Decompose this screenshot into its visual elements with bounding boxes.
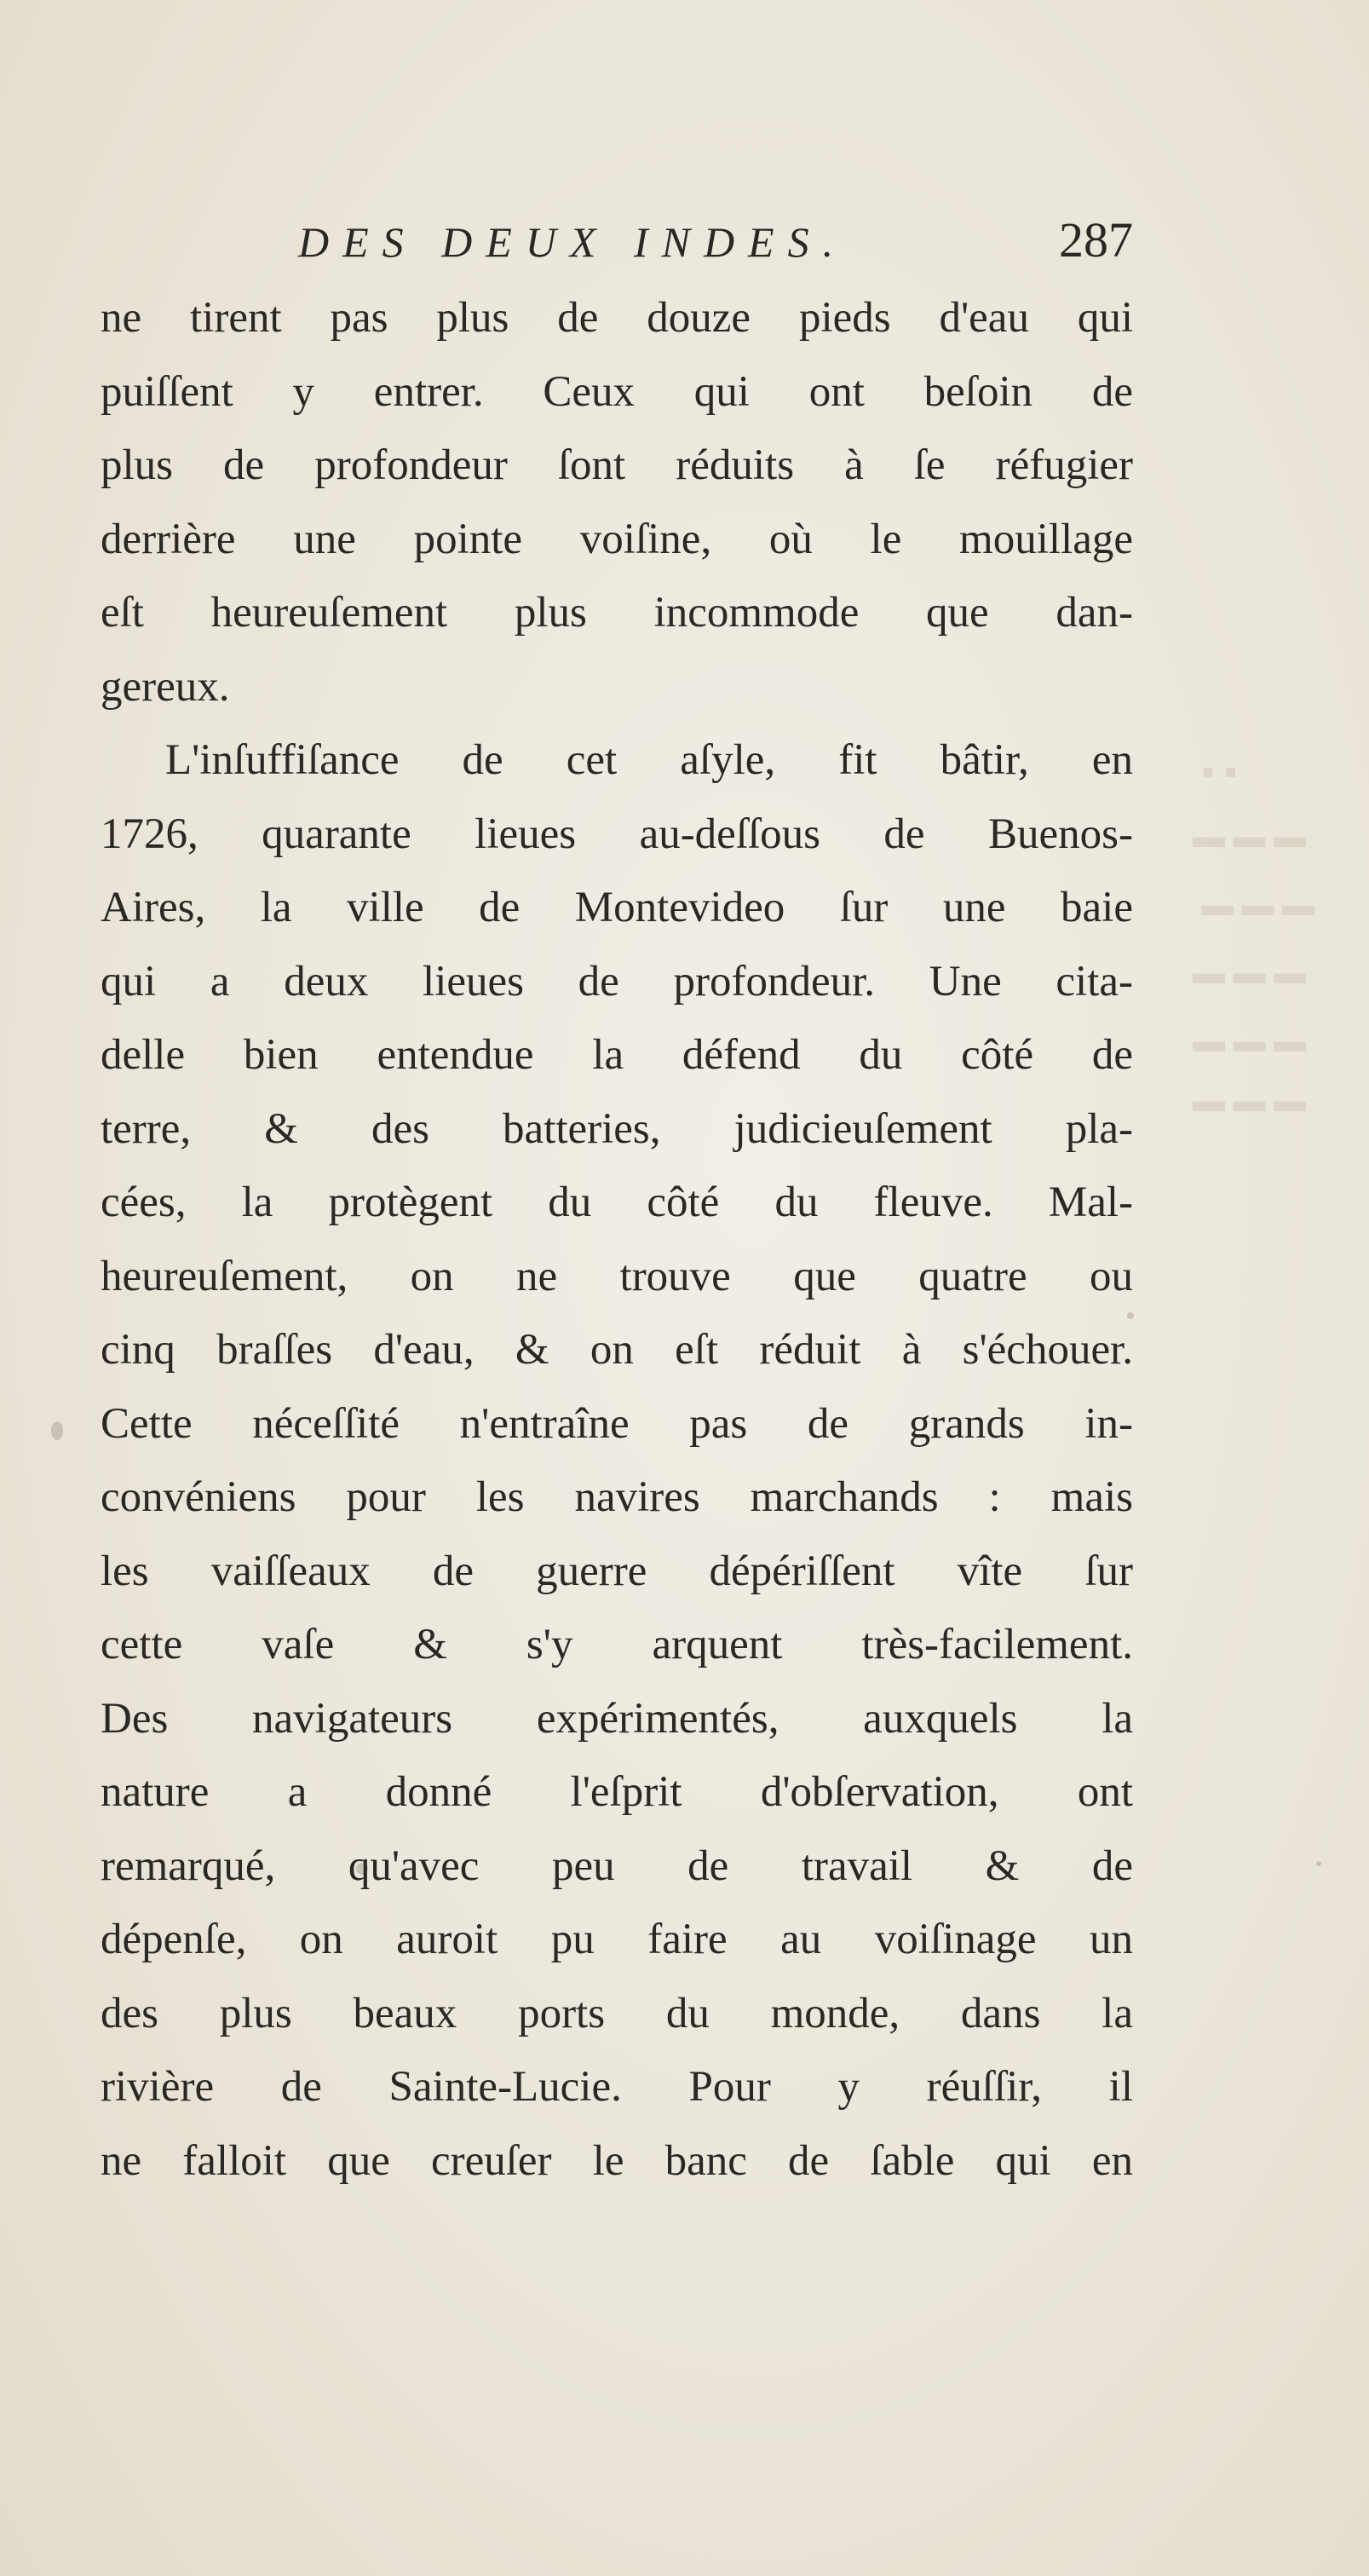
text-line: eſt heureuſement plus incommode que dan- (101, 589, 1133, 637)
text-line: ne falloit que creuſer le banc de ſable qui en (101, 2136, 1133, 2185)
bleed-through-mark: ▪ ▪ (1201, 751, 1238, 792)
text-line: cées, la protègent du côté du fleuve. Mal- (101, 1179, 1133, 1226)
text-line: qui a deux lieues de profondeur. Une cita- (101, 957, 1133, 1006)
text-line: puiſſent y entrer. Ceux qui ont beſoin de (101, 367, 1133, 416)
text-line: heureuſement, on ne trouve que quatre ou (101, 1252, 1133, 1300)
running-head (298, 211, 1133, 279)
text-line: derrière une pointe voiſine, où le mouillage (101, 515, 1133, 563)
body-text (101, 281, 1133, 2198)
text-line: dépenſe, on auroit pu faire au voiſinage un (101, 1916, 1133, 1963)
text-line: gereux. (101, 662, 230, 711)
bleed-through-mark: ▬ ▬ ▬ (1193, 819, 1306, 855)
text-line: les vaiſſeaux de guerre dépériſſent vîte ſur (101, 1547, 1133, 1595)
text-line: terre, & des batteries, judicieuſement pla- (101, 1104, 1133, 1153)
text-line: nature a donné l'eſprit d'obſervation, ont (101, 1768, 1133, 1816)
text-line: plus de profondeur ſont réduits à ſe réfugier (101, 441, 1133, 489)
text-line: convéniens pour les navires marchands : mais (101, 1473, 1133, 1521)
page-number: 287 (1059, 212, 1133, 268)
bleed-through-mark: ▬ ▬ ▬ (1193, 1083, 1306, 1119)
text-line: Des navigateurs expérimentés, auxquels la (101, 1694, 1133, 1743)
text-line: cinq braſſes d'eau, & on eſt réduit à s'échouer. (101, 1326, 1133, 1374)
text-line: 1726, quarante lieues au-deſſous de Buenos- (101, 810, 1133, 858)
bleed-through-mark: ▬ ▬ ▬ (1193, 1023, 1306, 1059)
text-line: Aires, la ville de Montevideo ſur une baie (101, 884, 1133, 931)
text-line: remarqué, qu'avec peu de travail & de (101, 1841, 1133, 1890)
text-line: ne tirent pas plus de douze pieds d'eau qui (101, 294, 1133, 342)
text-line: cette vaſe & s'y arquent très-facilement. (101, 1621, 1133, 1668)
bleed-through-mark: ▬ ▬ ▬ (1201, 887, 1314, 923)
text-line: rivière de Sainte-Lucie. Pour y réuſſir, il (101, 2063, 1133, 2111)
text-line: des plus beaux ports du monde, dans la (101, 1989, 1133, 2037)
paper-speck (1316, 1861, 1321, 1866)
text-line: delle bien entendue la défend du côté de (101, 1031, 1133, 1079)
running-title: DES DEUX INDES. (298, 218, 848, 266)
paper-speck (51, 1421, 63, 1440)
text-line: Cette néceſſité n'entraîne pas de grands in- (101, 1399, 1133, 1448)
bleed-through-mark: ▬ ▬ ▬ (1193, 955, 1306, 991)
text-line: L'inſuffiſance de cet aſyle, fit bâtir, en (165, 736, 1133, 784)
